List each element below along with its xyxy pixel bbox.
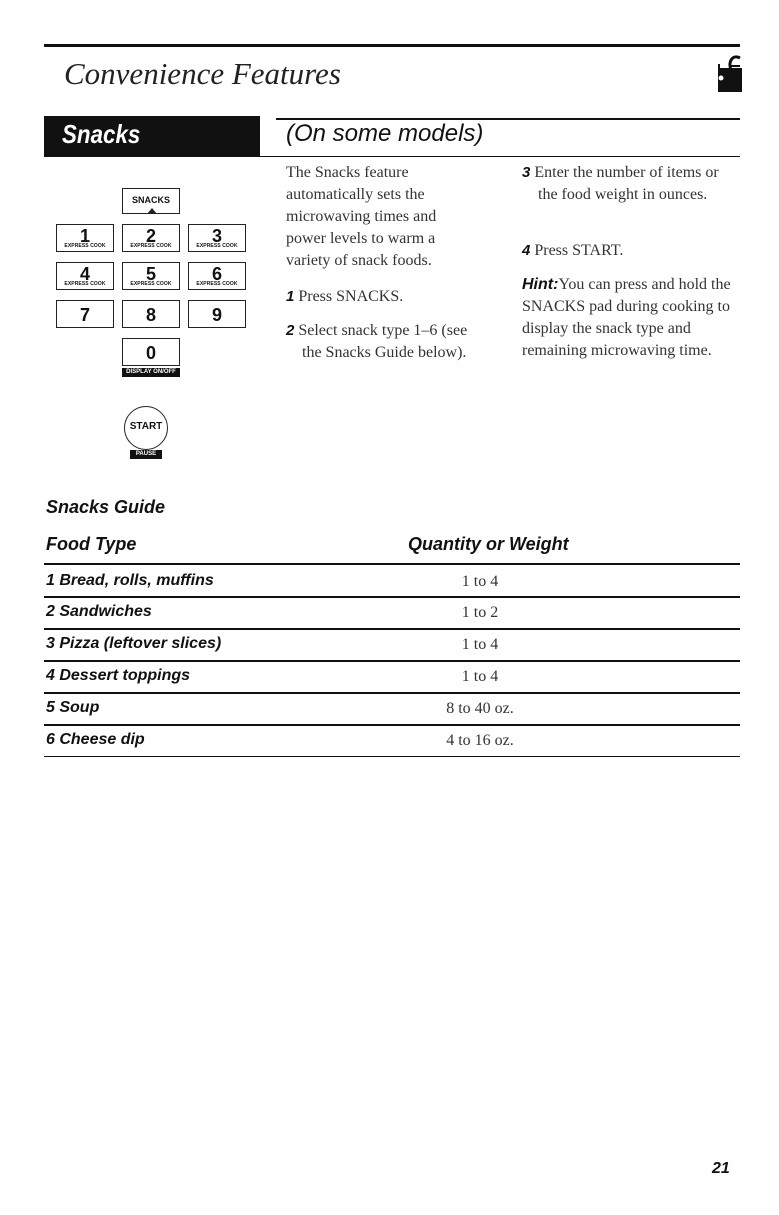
- page-number: 21: [712, 1160, 730, 1177]
- key-number: 7: [79, 305, 90, 325]
- step-number: 4: [522, 242, 531, 259]
- table-rule: [44, 628, 740, 630]
- guide-title: Snacks Guide: [46, 497, 166, 517]
- table-row-qty: 4 to 16 oz.: [446, 732, 514, 749]
- keypad-illustration: [50, 160, 268, 460]
- indicator-arrow-icon: [147, 208, 157, 214]
- key-4: [56, 262, 114, 290]
- key-sublabel: EXPRESS COOK: [196, 243, 238, 249]
- step-number: 2: [286, 322, 295, 339]
- intro-paragraph: The Snacks feature automatically sets the microwaving times and power levels to warm a variety of snack foods.: [286, 164, 437, 269]
- step-number: 3: [522, 164, 531, 181]
- step-4: [522, 240, 736, 262]
- table-row-food: 4 Dessert toppings: [46, 667, 191, 684]
- microwave-tab-icon: [718, 48, 742, 92]
- table-row-food: 3 Pizza (leftover slices): [46, 635, 222, 652]
- key-9: [188, 300, 246, 328]
- table-row-qty: 8 to 40 oz.: [446, 700, 514, 717]
- hint-label: Hint:: [522, 276, 559, 293]
- key-number: 6: [211, 264, 222, 284]
- key-7: [56, 300, 114, 328]
- step-text: Enter the number of items or the food weight in ounces.: [534, 164, 719, 203]
- column-header-quantity: Quantity or Weight: [408, 534, 569, 554]
- key-sublabel: EXPRESS COOK: [196, 281, 238, 287]
- table-rule: [44, 724, 740, 726]
- step-number: 1: [286, 288, 295, 305]
- table-row-qty: 1 to 4: [461, 668, 499, 685]
- key-number: 1: [79, 226, 90, 246]
- table-row-food: 5 Soup: [46, 699, 100, 716]
- section-rule: [44, 156, 740, 157]
- table-rule: [44, 692, 740, 694]
- step-text: Press SNACKS.: [298, 288, 404, 305]
- table-row-food: 6 Cheese dip: [46, 731, 145, 748]
- step-2: [286, 320, 486, 364]
- key-sublabel: EXPRESS COOK: [64, 243, 106, 249]
- step-text: Press START.: [534, 242, 624, 259]
- key-sublabel: EXPRESS COOK: [64, 281, 106, 287]
- key-number: 3: [211, 226, 222, 246]
- key-sublabel: EXPRESS COOK: [130, 243, 172, 249]
- snacks-key: [122, 188, 180, 214]
- models-note: (On some models): [286, 120, 484, 147]
- key-sublabel: EXPRESS COOK: [130, 281, 172, 287]
- key-2: [122, 224, 180, 252]
- section-heading-tab: [44, 116, 260, 156]
- table-rule: [44, 563, 740, 565]
- key-number: 4: [79, 264, 90, 284]
- top-rule: [44, 44, 740, 47]
- hint-text: You can press and hold the SNACKS pad during cooking to display the snack type and remaining microwaving time.: [522, 276, 731, 359]
- table-row-food: 2 Sandwiches: [46, 603, 152, 620]
- key-number: 5: [145, 264, 156, 284]
- key-6: [188, 262, 246, 290]
- display-on-off-label: DISPLAY ON/OFF: [122, 368, 180, 377]
- section-heading: Snacks: [62, 119, 141, 149]
- start-button: [124, 406, 168, 450]
- key-8: [122, 300, 180, 328]
- pause-label: PAUSE: [130, 450, 162, 459]
- table-row-food: 1 Bread, rolls, muffins: [46, 572, 214, 589]
- key-3: [188, 224, 246, 252]
- step-3: [522, 162, 736, 206]
- table-row-qty: 1 to 2: [461, 604, 499, 621]
- table-rule: [44, 596, 740, 598]
- table-rule: [44, 660, 740, 662]
- key-1: [56, 224, 114, 252]
- step-1: [286, 286, 486, 308]
- key-0: [122, 338, 180, 366]
- table-row-qty: 1 to 4: [461, 636, 499, 653]
- table-rule: [44, 756, 740, 757]
- step-text: Select snack type 1–6 (see the Snacks Guide below).: [298, 322, 468, 361]
- key-number: 2: [145, 226, 156, 246]
- key-number: 9: [211, 305, 222, 325]
- key-number: 8: [145, 305, 156, 325]
- key-number: 0: [145, 343, 156, 363]
- hint: [522, 274, 734, 362]
- table-row-qty: 1 to 4: [461, 573, 499, 590]
- page-title: Convenience Features: [64, 56, 341, 91]
- column-header-food-type: Food Type: [46, 534, 137, 554]
- start-label: START: [129, 421, 163, 432]
- key-5: [122, 262, 180, 290]
- snacks-key-label: SNACKS: [131, 195, 170, 205]
